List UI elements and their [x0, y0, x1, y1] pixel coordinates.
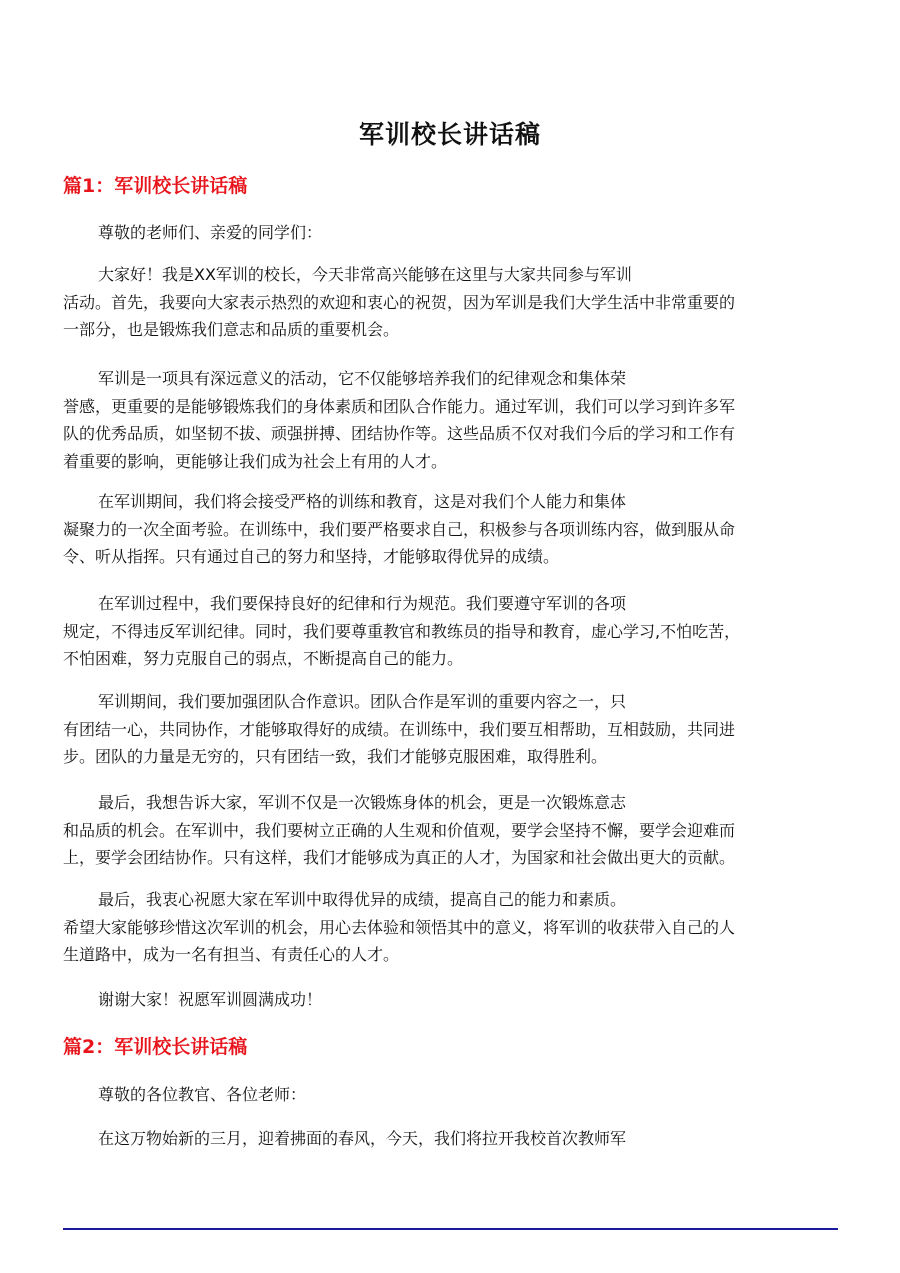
paragraph-line: 规定，不得违反军训纪律。同时，我们要尊重教官和教练员的指导和教育，虚心学习,不怕吃苦，	[63, 621, 741, 641]
paragraph-line: 在军训过程中，我们要保持良好的纪律和行为规范。我们要遵守军训的各项	[98, 594, 627, 613]
paragraph-line: 尊敬的老师们、亲爱的同学们：	[98, 223, 323, 242]
paragraph	[63, 590, 838, 673]
paragraph-line: 希望大家能够珍惜这次军训的机会，用心去体验和领悟其中的意义，将军训的收获带入自己的人	[63, 917, 736, 937]
footer-divider	[63, 1228, 838, 1230]
paragraph-line: 着重要的影响，更能够让我们成为社会上有用的人才。	[63, 451, 448, 471]
paragraph-line: 在这万物始新的三月，迎着拂面的春风，今天，我们将拉开我校首次教师军	[98, 1129, 627, 1148]
paragraph-line: 大家好！我是XX军训的校长，今天非常高兴能够在这里与大家共同参与军训	[98, 265, 632, 284]
paragraph-line: 生道路中，成为一名有担当、有责任心的人才。	[63, 945, 400, 964]
paragraph-line: 军训是一项具有深远意义的活动，它不仅能够培养我们的纪律观念和集体荣	[98, 369, 627, 388]
section-heading-1: 篇1：军训校长讲话稿	[63, 175, 248, 197]
section-heading-2: 篇2：军训校长讲话稿	[63, 1036, 248, 1058]
paragraph-line: 最后，我衷心祝愿大家在军训中取得优异的成绩，提高自己的能力和素质。	[98, 890, 627, 909]
paragraph-line: 军训期间，我们要加强团队合作意识。团队合作是军训的重要内容之一，只	[98, 692, 627, 711]
paragraph-line: 有团结一心，共同协作，才能够取得好的成绩。在训练中，我们要互相帮助，互相鼓励，共同进	[63, 719, 736, 739]
paragraph-line: 步。团队的力量是无穷的，只有团结一致，我们才能够克服困难，取得胜利。	[63, 747, 608, 766]
paragraph	[63, 1081, 838, 1109]
paragraph-line: 谢谢大家！祝愿军训圆满成功！	[98, 990, 323, 1009]
paragraph	[63, 1125, 838, 1153]
paragraph	[63, 261, 838, 344]
paragraph-line: 队的优秀品质，如坚韧不拔、顽强拼搏、团结协作等。这些品质不仅对我们今后的学习和工作有	[63, 424, 736, 443]
paragraph	[63, 886, 838, 969]
paragraph	[63, 986, 838, 1014]
paragraph-line: 活动。首先，我要向大家表示热烈的欢迎和衷心的祝贺，因为军训是我们大学生活中非常重要的	[63, 292, 736, 312]
paragraph-line: 在军训期间，我们将会接受严格的训练和教育，这是对我们个人能力和集体	[98, 492, 627, 511]
paragraph-line: 不怕困难，努力克服自己的弱点，不断提高自己的能力。	[63, 649, 464, 668]
paragraph	[63, 688, 838, 771]
paragraph	[63, 789, 838, 872]
paragraph-line: 尊敬的各位教官、各位老师：	[98, 1085, 307, 1104]
paragraph-line: 令、听从指挥。只有通过自己的努力和坚持，才能够取得优异的成绩。	[63, 547, 560, 566]
paragraph-line: 誉感，更重要的是能够锻炼我们的身体素质和团队合作能力。通过军训，我们可以学习到许多军	[63, 396, 736, 416]
paragraph	[63, 488, 838, 571]
paragraph	[63, 365, 838, 475]
paragraph-line: 凝聚力的一次全面考验。在训练中，我们要严格要求自己，积极参与各项训练内容，做到服从命	[63, 519, 736, 539]
paragraph-line: 一部分，也是锻炼我们意志和品质的重要机会。	[63, 320, 400, 339]
document-title: 军训校长讲话稿	[358, 120, 541, 149]
paragraph-line: 上，要学会团结协作。只有这样，我们才能够成为真正的人才，为国家和社会做出更大的贡献。	[63, 848, 736, 867]
paragraph-line: 最后，我想告诉大家，军训不仅是一次锻炼身体的机会，更是一次锻炼意志	[98, 793, 627, 812]
paragraph-line: 和品质的机会。在军训中，我们要树立正确的人生观和价值观，要学会坚持不懈，要学会迎难而	[63, 820, 736, 840]
paragraph	[63, 219, 838, 247]
